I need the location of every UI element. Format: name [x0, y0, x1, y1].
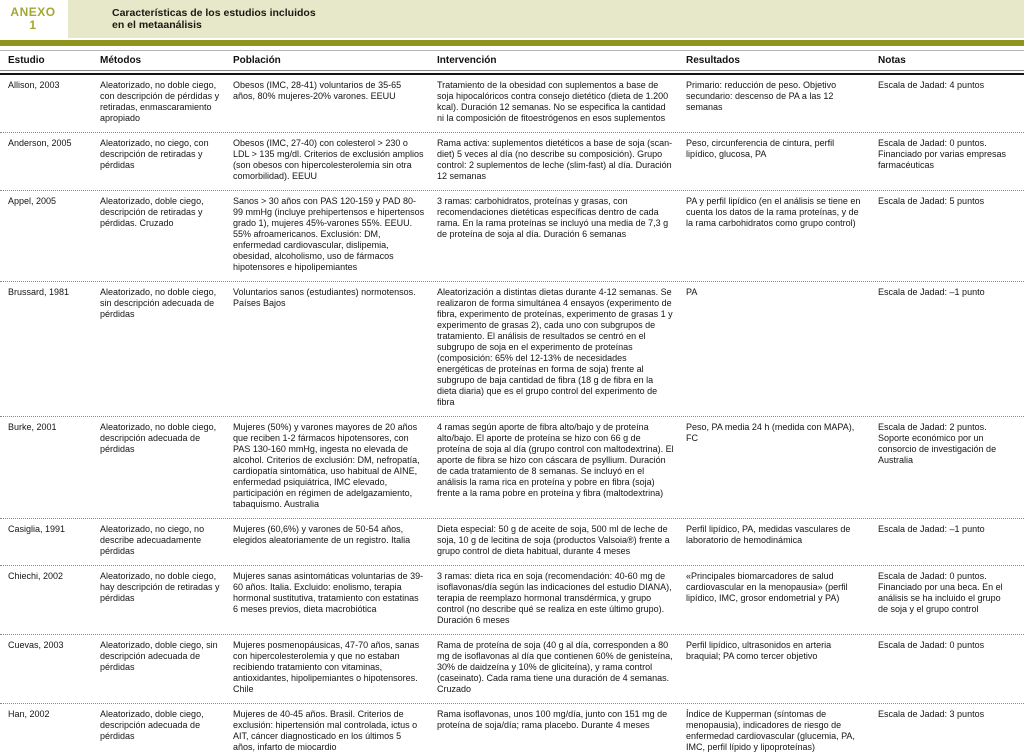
table-row	[0, 133, 1024, 191]
table-row	[0, 566, 1024, 635]
cell-resultados: PA y perfil lipídico (en el análisis se tiene en cuenta los datos de la rama proteínas, y de la rama carbohidratos como grupo control)	[686, 196, 861, 228]
cell-metodos: Aleatorizado, no doble ciego, hay descripción de retiradas y pérdidas	[100, 571, 220, 603]
cell-intervencion: Aleatorización a distintas dietas durante 4-12 semanas. Se realizaron de forma simultánea 4 ensayos (experimento de fibra, experimento de proteínas, experimento de grasas 1 y experimento de grasas 2), cada uno con subgrupos de tratamiento. El análisis de resultados se centró en el subgrupo de soja en el experimento de proteínas (composición: 65% del 12-13% de necesidades energéticas de proteínas en forma de soja) frente al subgrupo de baja cantidad de fibra (18 g de fibra en la dieta diaria) que es el grupo control del experimento de fibra	[437, 287, 673, 407]
annex-number: 1	[29, 18, 37, 32]
cell-notas: Escala de Jadad: 5 puntos	[878, 196, 985, 206]
cell-poblacion: Obesos (IMC, 28-41) voluntarios de 35-65 años, 80% mujeres-20% varones. EEUU	[233, 80, 402, 101]
cell-poblacion: Mujeres (50%) y varones mayores de 20 años que reciben 1-2 fármacos hipotensores, con PAS 130-160 mmHg, ingesta no elevada de alcohol. Criterios de exclusión: DM, nefropatía, cardiopatía sintomática, uso habitual de AINE, enfermedad psiquiátrica, IMC elevado, participación en régimen de adelgazamiento, tabaquismo. Australia	[233, 422, 420, 509]
column-header-intervencion: Intervención	[437, 55, 497, 66]
column-header-metodos: Métodos	[100, 55, 142, 66]
page-title-line1: Características de los estudios incluidos	[112, 6, 316, 19]
cell-intervencion: Rama activa: suplementos dietéticos a base de soja (scan-diet) 5 veces al día (no describe su composición). Grupo control: 2 suplementos de leche (slim-fast) al día. Duración 12 semanas	[437, 138, 673, 181]
cell-intervencion: Tratamiento de la obesidad con suplementos a base de soja hipocalóricos contra consejo dietético (dieta de 1.200 kcal). Duración 12 semanas. No se especifica la cantidad ni la composición de fitoestrógenos en esos suplementos	[437, 80, 669, 123]
cell-metodos: Aleatorizado, no doble ciego, descripción adecuada de pérdidas	[100, 422, 217, 454]
annex-label: ANEXO	[10, 5, 56, 19]
cell-estudio: Appel, 2005	[8, 196, 57, 206]
cell-poblacion: Mujeres (60,6%) y varones de 50-54 años, elegidos aleatoriamente de un registro. Italia	[233, 524, 411, 545]
table-row	[0, 704, 1024, 753]
cell-estudio: Allison, 2003	[8, 80, 60, 90]
table-row	[0, 282, 1024, 417]
cell-notas: Escala de Jadad: 0 puntos	[878, 640, 985, 650]
cell-resultados: Perfil lipídico, ultrasonidos en arteria braquial; PA como tercer objetivo	[686, 640, 832, 661]
cell-notas: Escala de Jadad: 2 puntos. Soporte económico por un consorcio de investigación de Australia	[878, 422, 997, 465]
cell-intervencion: 3 ramas: carbohidratos, proteínas y grasas, con recomendaciones dietéticas específicas dentro de cada rama. En la rama proteínas se incluyó una media de 7,3 g de proteína de soja al día. Duración 6 semanas	[437, 196, 669, 239]
cell-estudio: Brussard, 1981	[8, 287, 70, 297]
cell-notas: Escala de Jadad: –1 punto	[878, 287, 985, 297]
page-header	[0, 0, 1024, 40]
column-header-resultados: Resultados	[686, 55, 740, 66]
title-band	[68, 0, 1024, 38]
cell-metodos: Aleatorizado, no doble ciego, con descripción de pérdidas y retiradas, enmascaramiento apropiado	[100, 80, 220, 123]
cell-metodos: Aleatorizado, doble ciego, descripción de retiradas y pérdidas. Cruzado	[100, 196, 204, 228]
studies-table	[0, 50, 1024, 753]
table-row	[0, 75, 1024, 133]
cell-metodos: Aleatorizado, no ciego, no describe adecuadamente pérdidas	[100, 524, 205, 556]
header-rule-thin	[0, 70, 1024, 71]
cell-resultados: Peso, PA media 24 h (medida con MAPA), FC	[686, 422, 855, 443]
cell-poblacion: Obesos (IMC, 27-40) con colesterol > 230 o LDL > 135 mg/dl. Criterios de exclusión amplios (son obesos con hipercolesterolemia sin otra comorbilidad). EEUU	[233, 138, 424, 181]
cell-intervencion: 3 ramas: dieta rica en soja (recomendación: 40-60 mg de isoflavonas/día según las indicaciones del estudio DIANA), terapia de reemplazo hormonal transdérmica, y grupo control (no describe qué se realiza en este último grupo). Duración 6 meses	[437, 571, 672, 625]
cell-poblacion: Sanos > 30 años con PAS 120-159 y PAD 80-99 mmHg (incluye prehipertensos e hipertensos grado 1), mujeres 45%-varones 55%. EEUU. 55% afroamericanos. Exclusión: DM, enfermedad cardiovascular, dislipemia, obesidad, alcoholismo, uso de fármacos hipotensores e hipolipemiantes	[233, 196, 425, 272]
cell-metodos: Aleatorizado, doble ciego, descripción adecuada de pérdidas	[100, 709, 204, 741]
cell-estudio: Casiglia, 1991	[8, 524, 66, 534]
column-header-estudio: Estudio	[8, 55, 45, 66]
page-title-line2: en el metaanálisis	[112, 19, 202, 31]
cell-metodos: Aleatorizado, no doble ciego, sin descripción adecuada de pérdidas	[100, 287, 217, 319]
cell-metodos: Aleatorizado, no ciego, con descripción de retiradas y pérdidas	[100, 138, 209, 170]
table-row	[0, 519, 1024, 566]
table-row	[0, 635, 1024, 704]
cell-estudio: Han, 2002	[8, 709, 50, 719]
cell-notas: Escala de Jadad: –1 punto	[878, 524, 985, 534]
cell-poblacion: Mujeres posmenopáusicas, 47-70 años, sanas con hipercolesterolemia y que no estaban recibiendo tratamiento con vitaminas, antioxidantes, hipolipemiantes o hipotensores. Chile	[233, 640, 420, 694]
cell-resultados: PA	[686, 287, 698, 297]
olive-divider-bar	[0, 40, 1024, 46]
column-header-poblacion: Población	[233, 55, 281, 66]
cell-poblacion: Mujeres de 40-45 años. Brasil. Criterios de exclusión: hipertensión mal controlada, ictus o AIT, cáncer diagnosticado en los últimos 5 años, infarto de miocardio	[233, 709, 418, 752]
cell-poblacion: Mujeres sanas asintomáticas voluntarias de 39-60 años. Italia. Excluido: enolismo, terapia hormonal sustitutiva, tratamiento con estatinas 6 meses previos, dieta macrobiótica	[233, 571, 424, 614]
table-row	[0, 417, 1024, 519]
cell-intervencion: Dieta especial: 50 g de aceite de soja, 500 ml de leche de soja, 10 g de lecitina de soja (productos Valsoia®) frente a grupo control de dieta habitual, durante 4 meses	[437, 524, 670, 556]
table-header-row	[0, 50, 1024, 70]
cell-estudio: Anderson, 2005	[8, 138, 72, 148]
column-header-notas: Notas	[878, 55, 906, 66]
cell-estudio: Burke, 2001	[8, 422, 57, 432]
cell-intervencion: Rama isoflavonas, unos 100 mg/día, junto con 151 mg de proteína de soja/día; rama placebo. Durante 4 meses	[437, 709, 668, 730]
cell-estudio: Chiechi, 2002	[8, 571, 64, 581]
cell-intervencion: 4 ramas según aporte de fibra alto/bajo y de proteína alto/bajo. El aporte de proteína se hizo con 66 g de proteína de soja al día (grupo control con maltodextrina). El aporte de fibra se hizo con cáscara de psyllium. Duración de cada tratamiento de 8 semanas. Se incluyó en el análisis la rama rica en proteína y pobre en fibra (soja) frente a la rama pobre en proteína y fibra (maltodextrina)	[437, 422, 674, 498]
cell-metodos: Aleatorizado, doble ciego, sin descripción adecuada de pérdidas	[100, 640, 218, 672]
cell-notas: Escala de Jadad: 4 puntos	[878, 80, 985, 90]
cell-poblacion: Voluntarios sanos (estudiantes) normotensos. Países Bajos	[233, 287, 416, 308]
cell-resultados: Peso, circunferencia de cintura, perfil lipídico, glucosa, PA	[686, 138, 835, 159]
cell-notas: Escala de Jadad: 0 puntos. Financiado por una beca. En el análisis se ha incluido el grupo de soja y el grupo control	[878, 571, 1003, 614]
annex-number-box	[0, 0, 66, 38]
cell-resultados: Primario: reducción de peso. Objetivo secundario: descenso de PA a las 12 semanas	[686, 80, 837, 112]
cell-resultados: «Principales biomarcadores de salud cardiovascular en la menopausia» (perfil lipídico, IMC, grosor endometrial y PA)	[686, 571, 848, 603]
cell-resultados: Perfil lipídico, PA, medidas vasculares de laboratorio de hemodinámica	[686, 524, 851, 545]
cell-estudio: Cuevas, 2003	[8, 640, 64, 650]
cell-intervencion: Rama de proteína de soja (40 g al día, corresponden a 80 mg de isoflavonas al día que contienen 60% de genisteína, 30% de daidzeína y 10% de gliciteína), y rama control (caseinato). Cada rama tiene una duración de 4 semanas. Cruzado	[437, 640, 673, 694]
cell-resultados: Índice de Kupperman (síntomas de menopausia), indicadores de riesgo de enfermedad cardiovascular (glucemia, PA, IMC, perfil lípido y lipoproteínas)	[686, 709, 855, 752]
cell-notas: Escala de Jadad: 3 puntos	[878, 709, 985, 719]
cell-notas: Escala de Jadad: 0 puntos. Financiado por varias empresas farmacéuticas	[878, 138, 1007, 170]
table-row	[0, 191, 1024, 282]
